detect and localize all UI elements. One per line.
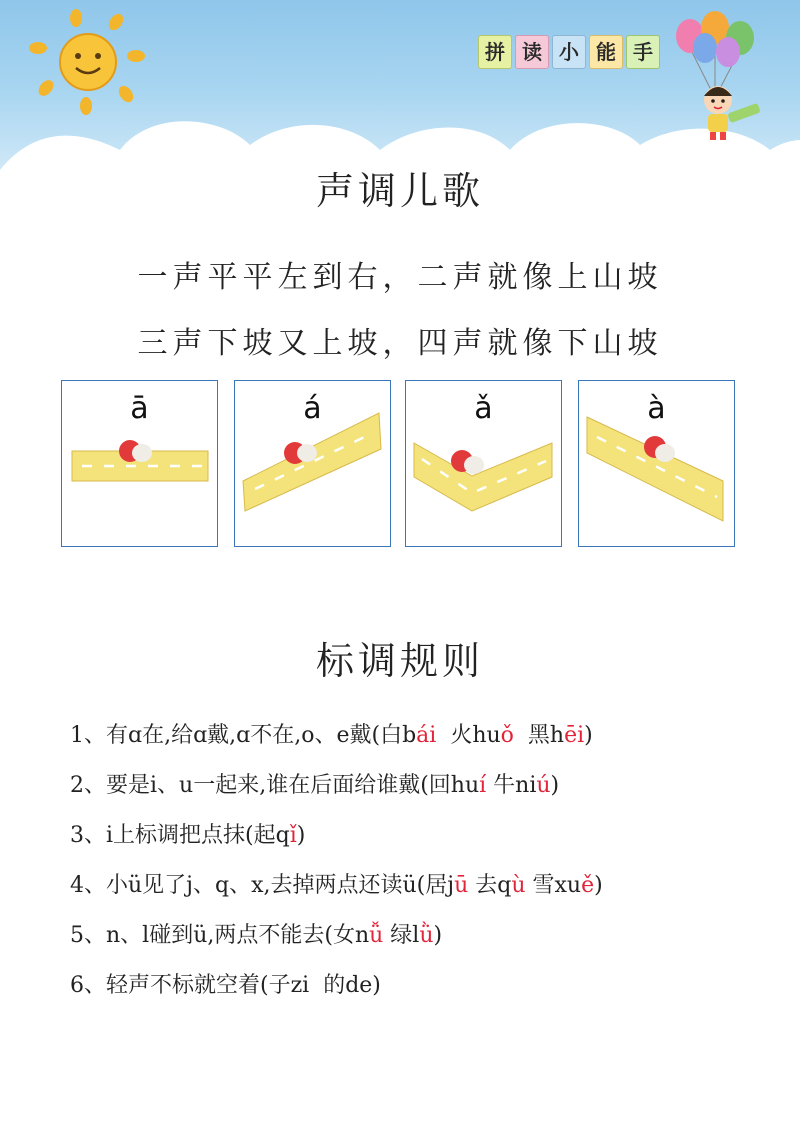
rule-item xyxy=(70,718,593,749)
header-badge xyxy=(478,35,660,69)
song-line-1: 一声平平左到右，二声就像上山坡 xyxy=(137,260,663,295)
tone-mark-highlight: ǚ xyxy=(369,923,384,948)
tone-mark-highlight: ēi xyxy=(564,723,585,748)
rule-text: ) xyxy=(584,723,593,748)
tone-mark: ā xyxy=(130,391,149,426)
badge-char: 读 xyxy=(515,35,549,69)
rule-item xyxy=(70,868,603,899)
badge-char: 拼 xyxy=(478,35,512,69)
tone-card-dip-rise xyxy=(405,380,562,547)
tone-card-flat xyxy=(61,380,218,547)
tone-mark-highlight: ǜ xyxy=(419,923,434,948)
rule-text: 黑h xyxy=(513,723,565,748)
rule-text: 轻声不标就空着(子zi 的de) xyxy=(106,973,381,998)
rule-item xyxy=(70,918,442,949)
song-title: 声调儿歌 xyxy=(315,169,484,213)
tone-mark-highlight: ě xyxy=(581,873,595,898)
rule-item xyxy=(70,968,381,999)
rule-number: 2、 xyxy=(70,773,106,798)
tone-mark: ǎ xyxy=(474,391,493,426)
rule-number: 6、 xyxy=(70,973,106,998)
sun-icon xyxy=(28,8,148,118)
tone-mark: á xyxy=(303,391,322,426)
tone-mark-highlight: ái xyxy=(416,723,437,748)
rule-text: 牛ni xyxy=(486,773,537,798)
tone-mark-highlight: í xyxy=(479,773,487,798)
tone-mark: à xyxy=(647,391,666,426)
road-flat-illustration xyxy=(62,381,219,548)
badge-char: 能 xyxy=(589,35,623,69)
rule-text: 火hu xyxy=(436,723,501,748)
tone-card-falling xyxy=(578,380,735,547)
rule-text: n、l碰到ü,两点不能去(女n xyxy=(106,923,370,948)
badge-char: 小 xyxy=(552,35,586,69)
road-falling-illustration xyxy=(579,381,736,548)
tone-card-rising xyxy=(234,380,391,547)
rule-text: ) xyxy=(594,873,603,898)
rule-text: ) xyxy=(296,823,306,848)
tone-mark-highlight: ú xyxy=(536,773,551,798)
girl-with-balloons-illustration xyxy=(660,8,770,143)
rule-number: 4、 xyxy=(70,873,106,898)
rule-text: ) xyxy=(550,773,560,798)
rule-text: i上标调把点抹(起q xyxy=(106,823,290,848)
rule-text: 有ɑ在,给ɑ戴,ɑ不在,o、e戴(白b xyxy=(106,723,417,748)
rule-text: 小ü见了j、q、x,去掉两点还读ü(居j xyxy=(106,873,455,898)
road-dip-rise-illustration xyxy=(406,381,563,548)
rule-number: 3、 xyxy=(70,823,106,848)
rules-title: 标调规则 xyxy=(315,639,484,683)
badge-char: 手 xyxy=(626,35,660,69)
rule-text: 要是i、u一起来,谁在后面给谁戴(回hu xyxy=(106,773,480,798)
song-line-2: 三声下坡又上坡，四声就像下山坡 xyxy=(137,326,663,361)
rule-text: ) xyxy=(433,923,443,948)
rule-number: 1、 xyxy=(70,723,106,748)
rule-number: 5、 xyxy=(70,923,106,948)
rule-text: 去q xyxy=(468,873,512,898)
tone-mark-highlight: ù xyxy=(511,873,526,898)
tone-mark-highlight: ǐ xyxy=(289,823,297,848)
tone-mark-highlight: ǒ xyxy=(500,723,514,748)
rule-item xyxy=(70,768,559,799)
rule-text: 绿l xyxy=(383,923,420,948)
road-rising-illustration xyxy=(235,381,392,548)
tone-mark-highlight: ū xyxy=(454,873,469,898)
rule-text: 雪xu xyxy=(525,873,582,898)
rule-item xyxy=(70,818,305,849)
